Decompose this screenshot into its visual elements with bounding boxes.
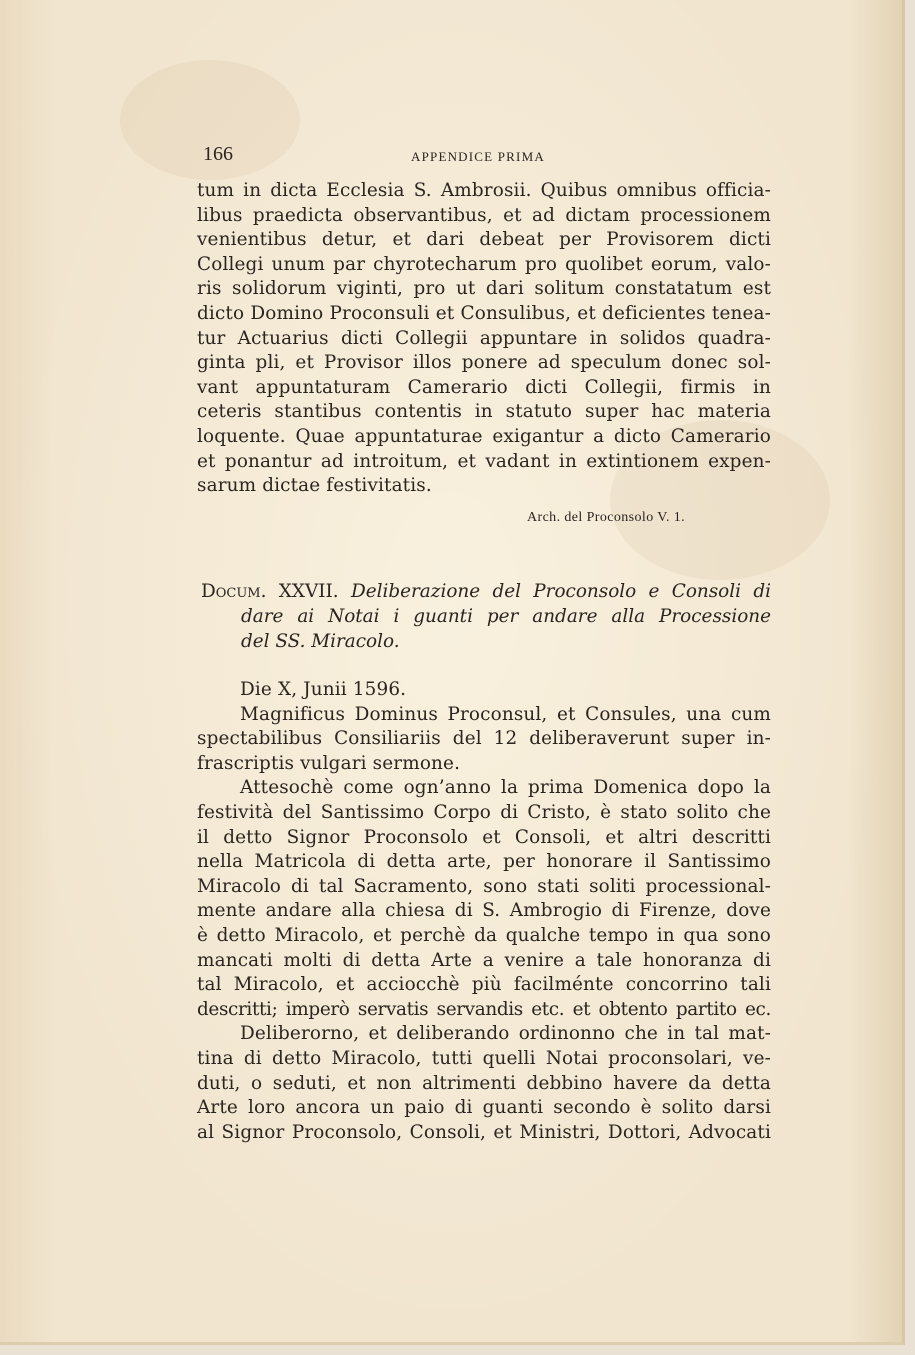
text-line: dicto Domino Proconsuli et Consulibus, et deficientes tenea- <box>197 302 771 324</box>
text-line: festività del Santissimo Corpo di Cristo, è stato solito che <box>197 801 771 823</box>
document-label: Docum. XXVII. <box>201 581 339 602</box>
text-line: al Signor Proconsolo, Consoli, et Ministri, Dottori, Advocati <box>197 1121 771 1143</box>
text-line: è detto Miracolo, et perchè da qualche tempo in qua sono <box>197 924 771 946</box>
paragraph-deliberation <box>197 678 771 1145</box>
text-line: tal Miracolo, et acciocchè più facilménte concorrino tali <box>197 974 771 996</box>
text-line: nella Matricola di detta arte, per honorare il Santissimo <box>197 851 771 873</box>
document-title-line: dare ai Notai i guanti per andare alla Processione <box>241 606 771 627</box>
running-head: APPENDICE PRIMA <box>411 149 545 164</box>
text-line: libus praedicta observantibus, et ad dictam processionem <box>197 204 771 226</box>
document-heading <box>201 579 771 654</box>
text-line: Miracolo di tal Sacramento, sono stati soliti processional- <box>197 875 771 897</box>
text-line: ceteris stantibus contentis in statuto super hac materia <box>197 401 771 423</box>
text-line: vant appuntaturam Camerario dicti Collegii, firmis in <box>197 376 771 398</box>
text-line: loquente. Quae appuntaturae exigantur a dicto Camerario <box>197 425 771 447</box>
text-line: Die X, Junii 1596. <box>240 679 407 700</box>
text-line: venientibus detur, et dari debeat per Provisorem dicti <box>197 229 771 251</box>
text-line: Collegi unum par chyrotecharum pro quolibet eorum, valo- <box>197 253 771 275</box>
text-line: sarum dictae festivitatis. <box>197 475 432 497</box>
text-line: duti, o seduti, et non altrimenti debbino havere da detta <box>197 1072 771 1094</box>
text-line: tum in dicta Ecclesia S. Ambrosii. Quibus omnibus officia- <box>197 180 771 201</box>
text-line: tina di detto Miracolo, tutti quelli Notai proconsolari, ve- <box>197 1047 771 1069</box>
document-title-line: del SS. Miracolo. <box>241 631 400 652</box>
text-line: mancati molti di detta Arte a venire a tale honoranza di <box>197 949 771 971</box>
document-heading-line-1 <box>201 579 771 604</box>
text-line: ris solidorum viginti, pro ut dari solitum constatatum est <box>197 278 771 300</box>
text-line: Arte loro ancora un paio di guanti secondo è solito darsi <box>197 1097 771 1119</box>
text-line: mente andare alla chiesa di S. Ambrogio di Firenze, dove <box>197 900 771 922</box>
text-line: Attesochè come ogn’anno la prima Domenica dopo la <box>240 777 771 799</box>
text-line: descritti; imperò servatis servandis etc. et obtento partito ec. <box>197 998 771 1020</box>
paragraph-latin <box>197 179 771 499</box>
page-number: 166 <box>203 143 233 165</box>
text-line: tur Actuarius dicti Collegii appuntare in solidos quadra- <box>197 327 771 349</box>
text-line: Magnificus Dominus Proconsul, et Consules, una cum <box>240 703 771 725</box>
document-title-line: Deliberazione del Proconsolo e Consoli di <box>350 581 771 602</box>
source-reference: Arch. del Proconsolo V. 1. <box>527 510 686 525</box>
text-line: ginta pli, et Provisor illos ponere ad speculum donec sol- <box>197 352 771 374</box>
text-line: Deliberorno, et deliberando ordinonno che in tal mat- <box>240 1023 771 1045</box>
text-line: il detto Signor Proconsolo et Consoli, et altri descritti <box>197 826 771 848</box>
text-line: frascriptis vulgari sermone. <box>197 752 461 774</box>
text-line: spectabilibus Consiliariis del 12 deliberaverunt super in- <box>197 728 771 750</box>
text-line: et ponantur ad introitum, et vadant in extintionem expen- <box>197 450 771 472</box>
page-header <box>203 143 769 171</box>
